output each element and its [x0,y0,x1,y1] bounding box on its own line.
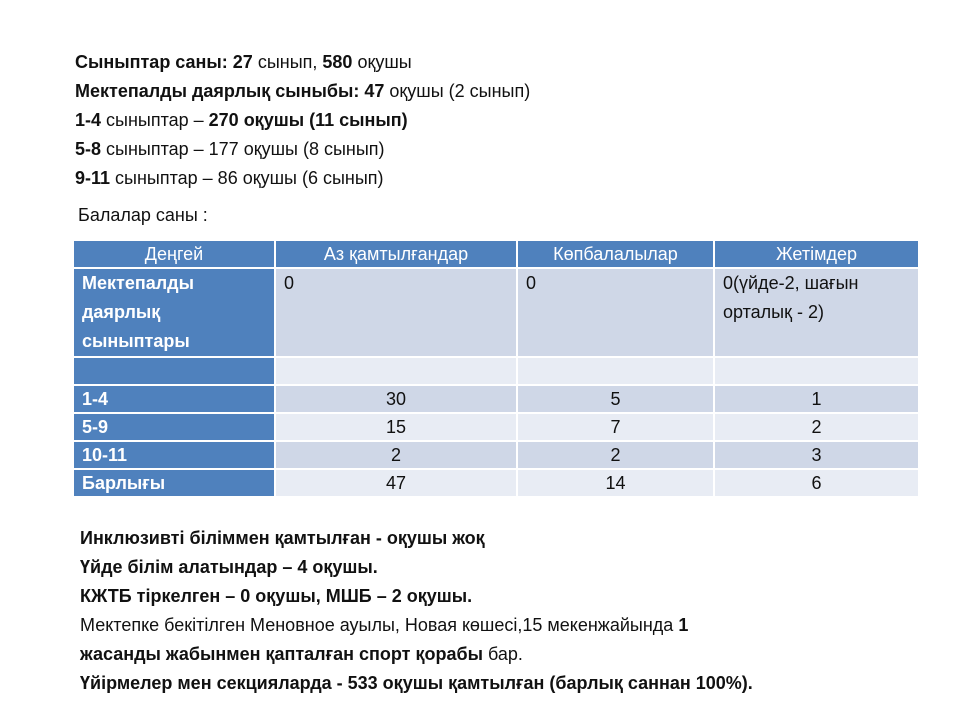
table-row [73,441,919,469]
table-cell: 30 [275,385,517,413]
summary-line-preschool [75,77,530,106]
row-label: Барлығы [73,469,275,497]
students-unit: оқушы [352,52,412,72]
table-cell: 15 [275,413,517,441]
table-cell [714,357,919,385]
notes-block [80,524,753,698]
summary-line-classes [75,48,530,77]
table-cell: 6 [714,469,919,497]
table-cell: 2 [517,441,714,469]
note-sport-box-tail: бар. [482,644,523,664]
row-label: 5-9 [73,413,275,441]
note-clubs: Үйірмелер мен секцияларда - 533 оқушы қамтылған (барлық саннан 100%). [80,673,753,693]
summary-block [75,48,530,193]
summary-line-grades-5-8 [75,135,530,164]
table-cell [517,357,714,385]
children-table [72,239,920,498]
table-cell: 5 [517,385,714,413]
table-cell: 7 [517,413,714,441]
summary-line-grades-1-4 [75,106,530,135]
table-row [73,469,919,497]
grades-1-4-mid: сыныптар – [101,110,209,130]
table-cell: 2 [714,413,919,441]
preschool-detail: оқушы (2 сынып) [384,81,531,101]
note-sport-count: 1 [678,615,689,635]
table-row [73,385,919,413]
header-low-income: Аз қамтылғандар [275,240,517,268]
table-cell [275,357,517,385]
header-level: Деңгей [73,240,275,268]
table-caption: Балалар саны : [78,205,208,225]
classes-count: Сыныптар саны: 27 [75,52,253,72]
table-row [73,357,919,385]
table-cell: 0 [275,268,517,357]
grades-1-4-label: 1-4 [75,110,102,130]
grades-1-4-count: 270 оқушы (11 сынып) [208,110,408,130]
grades-5-8-label: 5-8 [75,139,102,159]
grades-5-8-detail: сыныптар – 177 оқушы (8 сынып) [101,139,385,159]
table-cell: 0 [517,268,714,357]
table-cell: 1 [714,385,919,413]
table-cell: 0(үйде-2, шағын орталық - 2) [714,268,919,357]
classes-unit: сынып, [252,52,323,72]
note-sport-box [80,640,753,669]
table-row [73,413,919,441]
table-header-row [73,240,919,268]
row-label: Мектепалды даярлық сыныптары [73,268,275,357]
summary-line-grades-9-11 [75,164,530,193]
header-large-families: Көпбалалылар [517,240,714,268]
row-label: 10-11 [73,441,275,469]
header-orphans: Жетімдер [714,240,919,268]
note-inclusive: Инклюзивті біліммен қамтылған - оқушы жоқ [80,528,485,548]
grades-9-11-label: 9-11 [75,168,111,188]
table-cell: 47 [275,469,517,497]
note-registration: КЖТБ тіркелген – 0 оқушы, МШБ – 2 оқушы. [80,586,473,606]
note-sport-address [80,611,753,640]
students-count: 580 [322,52,353,72]
row-label: 1-4 [73,385,275,413]
grades-9-11-detail: сыныптар – 86 оқушы (6 сынып) [110,168,384,188]
table-row [73,268,919,357]
note-home-education: Үйде білім алатындар – 4 оқушы. [80,557,378,577]
row-label [73,357,275,385]
table-cell: 14 [517,469,714,497]
table-cell: 2 [275,441,517,469]
note-address-text: Мектепке бекітілген Меновное ауылы, Новая көшесі,15 мекенжайында [80,615,679,635]
table-cell: 3 [714,441,919,469]
note-sport-box-title: жасанды жабынмен қапталған спорт қорабы [80,644,483,664]
preschool-count: Мектепалды даярлық сыныбы: 47 [75,81,385,101]
